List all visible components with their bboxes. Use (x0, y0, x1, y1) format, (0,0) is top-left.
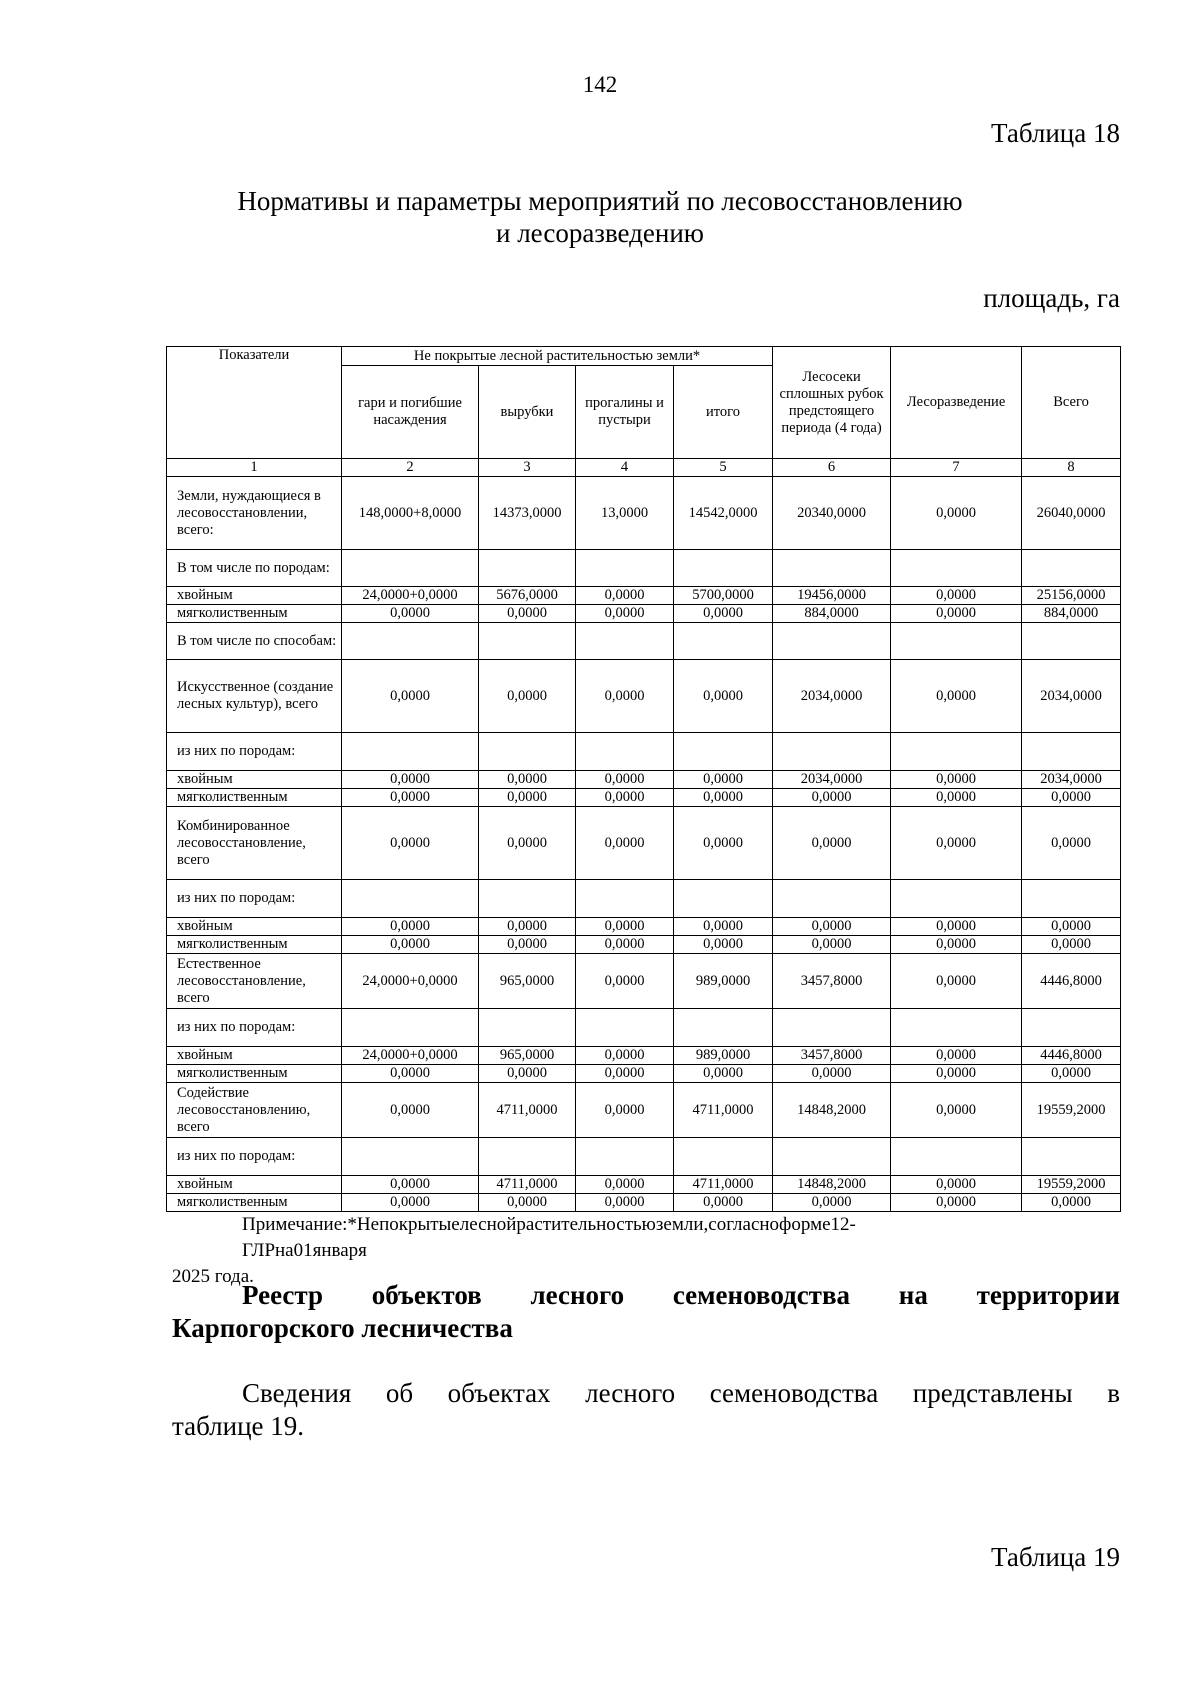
column-number: 6 (773, 459, 891, 477)
table-cell: 19456,0000 (773, 587, 891, 605)
table-cell: 0,0000 (576, 605, 674, 623)
table-cell: 4711,0000 (479, 1083, 576, 1138)
word: об (385, 1378, 414, 1408)
table-cell: 4446,8000 (1022, 954, 1121, 1009)
table-cell (1022, 1009, 1121, 1047)
table-cell: 19559,2000 (1022, 1176, 1121, 1194)
paragraph-line: таблице 19. (172, 1411, 305, 1441)
table-cell (674, 550, 773, 587)
table-cell: 0,0000 (891, 936, 1022, 954)
table-cell: 0,0000 (891, 954, 1022, 1009)
table-row (167, 771, 1121, 789)
row-label: Содействие лесовосстановлению, всего (167, 1083, 342, 1138)
table-cell: 0,0000 (479, 789, 576, 807)
word: семеноводства (672, 1280, 851, 1310)
table-cell (576, 1009, 674, 1047)
table-cell: 14848,2000 (773, 1083, 891, 1138)
table-cell (576, 880, 674, 918)
table-cell (342, 733, 479, 771)
table-cell: 0,0000 (674, 1194, 773, 1212)
column-number: 3 (479, 459, 576, 477)
table-cell (479, 880, 576, 918)
header-felling-areas: вырубки (479, 366, 576, 459)
table-cell: 24,0000+0,0000 (342, 587, 479, 605)
header-burnt-areas: гари и погибшие насаждения (342, 366, 479, 459)
table-cell (342, 623, 479, 660)
table-cell: 884,0000 (773, 605, 891, 623)
table-cell: 0,0000 (674, 918, 773, 936)
table-cell: 0,0000 (576, 936, 674, 954)
table-cell: 0,0000 (674, 936, 773, 954)
table-cell: 19559,2000 (1022, 1083, 1121, 1138)
table-cell: 0,0000 (1022, 1065, 1121, 1083)
table-cell: 4446,8000 (1022, 1047, 1121, 1065)
table-cell (891, 1138, 1022, 1176)
table-cell: 4711,0000 (479, 1176, 576, 1194)
table-cell: 0,0000 (342, 936, 479, 954)
table-cell (891, 733, 1022, 771)
word: лесного (585, 1378, 676, 1408)
table-cell: 0,0000 (576, 954, 674, 1009)
table-cell: 20340,0000 (773, 477, 891, 550)
column-number: 5 (674, 459, 773, 477)
table-cell: 0,0000 (674, 605, 773, 623)
row-label: из них по породам: (167, 880, 342, 918)
row-label: мягколиственным (167, 936, 342, 954)
table-cell: 0,0000 (576, 771, 674, 789)
table-cell: 0,0000 (342, 918, 479, 936)
table-cell (773, 1009, 891, 1047)
table-cell (1022, 1138, 1121, 1176)
row-label: хвойным (167, 771, 342, 789)
word: территории (976, 1280, 1120, 1310)
table-cell: 25156,0000 (1022, 587, 1121, 605)
table-cell: 26040,0000 (1022, 477, 1121, 550)
table-cell: 0,0000 (576, 1194, 674, 1212)
table-cell: 0,0000 (773, 936, 891, 954)
table-cell: 0,0000 (891, 789, 1022, 807)
table-cell: 0,0000 (479, 1065, 576, 1083)
table-row (167, 660, 1121, 733)
table-cell (576, 1138, 674, 1176)
table-label: Таблица 18 (991, 118, 1120, 148)
table-row (167, 605, 1121, 623)
table-cell: 0,0000 (342, 1065, 479, 1083)
table-cell (342, 1009, 479, 1047)
table-cell: 0,0000 (891, 1176, 1022, 1194)
table-row (167, 1194, 1121, 1212)
table-body (167, 477, 1121, 1212)
table-cell (576, 733, 674, 771)
table-cell: 0,0000 (576, 660, 674, 733)
row-label: мягколиственным (167, 605, 342, 623)
table-cell: 0,0000 (479, 771, 576, 789)
table-cell: 0,0000 (479, 605, 576, 623)
table-cell (342, 550, 479, 587)
table-cell (773, 1138, 891, 1176)
word: семеноводства (709, 1378, 879, 1408)
header-glades-wastelands: прогалины и пустыри (576, 366, 674, 459)
table-cell: 3457,8000 (773, 954, 891, 1009)
table-cell: 884,0000 (1022, 605, 1121, 623)
table-cell: 0,0000 (674, 789, 773, 807)
row-label: Искусственное (создание лесных культур), всего (167, 660, 342, 733)
table-cell (674, 1138, 773, 1176)
table-cell: 0,0000 (891, 587, 1022, 605)
column-number: 7 (891, 459, 1022, 477)
table-cell (576, 623, 674, 660)
table-cell (479, 1009, 576, 1047)
table-cell: 0,0000 (674, 807, 773, 880)
table-cell: 0,0000 (773, 807, 891, 880)
table-cell: 0,0000 (891, 660, 1022, 733)
table-cell (891, 880, 1022, 918)
table-cell: 13,0000 (576, 477, 674, 550)
table-cell (674, 623, 773, 660)
table-cell: 0,0000 (479, 918, 576, 936)
table-cell: 0,0000 (674, 1065, 773, 1083)
row-label: хвойным (167, 918, 342, 936)
table-cell: 0,0000 (1022, 807, 1121, 880)
table-cell (891, 1009, 1022, 1047)
table-cell: 0,0000 (342, 1176, 479, 1194)
table-cell: 0,0000 (891, 477, 1022, 550)
row-label: Земли, нуждающиеся в лесовосстановлении, всего: (167, 477, 342, 550)
table-cell: 148,0000+8,0000 (342, 477, 479, 550)
table-row (167, 733, 1121, 771)
word: в (1107, 1378, 1120, 1408)
table-cell: 14373,0000 (479, 477, 576, 550)
page-number: 142 (582, 72, 618, 97)
header-indicators: Показатели (167, 347, 342, 459)
table-row (167, 936, 1121, 954)
row-label: мягколиственным (167, 789, 342, 807)
table-cell: 0,0000 (891, 1083, 1022, 1138)
word: представлены (912, 1378, 1073, 1408)
table-cell: 0,0000 (1022, 936, 1121, 954)
row-label: из них по породам: (167, 733, 342, 771)
table-cell: 0,0000 (342, 771, 479, 789)
table-row (167, 789, 1121, 807)
table-cell (479, 623, 576, 660)
table-cell: 24,0000+0,0000 (342, 1047, 479, 1065)
table-cell: 0,0000 (576, 1176, 674, 1194)
word: *Не (347, 1214, 380, 1235)
table-cell: 989,0000 (674, 1047, 773, 1065)
table-cell: 0,0000 (1022, 789, 1121, 807)
table-cell: 0,0000 (342, 660, 479, 733)
word: Реестр (242, 1280, 324, 1310)
table-row (167, 1047, 1121, 1065)
row-label: хвойным (167, 1176, 342, 1194)
table-cell: 24,0000+0,0000 (342, 954, 479, 1009)
table-cell: 4711,0000 (674, 1083, 773, 1138)
row-label: В том числе по породам: (167, 550, 342, 587)
heading-line (172, 1279, 1120, 1312)
table-cell: 0,0000 (674, 660, 773, 733)
row-label: Естественное лесовосстановление, всего (167, 954, 342, 1009)
measures-table (166, 346, 1121, 1212)
table-cell (576, 550, 674, 587)
table-cell (1022, 880, 1121, 918)
table-cell: 0,0000 (891, 1194, 1022, 1212)
table-title-line: Нормативы и параметры мероприятий по лесовосстановлению (237, 186, 963, 216)
header-total: Всего (1022, 347, 1121, 459)
table-cell (773, 623, 891, 660)
word: земли, (655, 1214, 709, 1235)
table-cell: 0,0000 (773, 789, 891, 807)
table-row (167, 1138, 1121, 1176)
word: объектах (447, 1378, 551, 1408)
table-cell: 0,0000 (1022, 1194, 1121, 1212)
row-label: Комбинированное лесовосстановление, всего (167, 807, 342, 880)
table-cell (674, 880, 773, 918)
table-cell: 0,0000 (773, 918, 891, 936)
table-cell (674, 733, 773, 771)
table-row (167, 1065, 1121, 1083)
row-label: хвойным (167, 1047, 342, 1065)
table-cell: 5676,0000 (479, 587, 576, 605)
word: 01 (293, 1240, 313, 1261)
table-cell (479, 1138, 576, 1176)
table-row (167, 954, 1121, 1009)
table-cell: 0,0000 (342, 1083, 479, 1138)
table-cell: 3457,8000 (773, 1047, 891, 1065)
paragraph-line (172, 1377, 1120, 1410)
table-cell (891, 623, 1022, 660)
table-cell: 5700,0000 (674, 587, 773, 605)
heading-line: Карпогорского лесничества (172, 1313, 513, 1343)
word: лесной (459, 1214, 517, 1235)
table-row (167, 623, 1121, 660)
table-cell (342, 1138, 479, 1176)
table-cell: 2034,0000 (773, 660, 891, 733)
table-row (167, 1176, 1121, 1194)
table-cell: 965,0000 (479, 954, 576, 1009)
body-paragraph (172, 1377, 1120, 1443)
table-cell: 14848,2000 (773, 1176, 891, 1194)
table-cell (773, 880, 891, 918)
table-cell (1022, 550, 1121, 587)
table-cell: 0,0000 (479, 660, 576, 733)
table-row (167, 1083, 1121, 1138)
footnote-line: 2025 года. (172, 1266, 254, 1287)
word: согласно (708, 1214, 780, 1235)
table-cell: 2034,0000 (1022, 771, 1121, 789)
table-title (0, 185, 1200, 249)
table-cell: 0,0000 (1022, 918, 1121, 936)
table-cell (342, 880, 479, 918)
table-cell (674, 1009, 773, 1047)
column-number: 4 (576, 459, 674, 477)
table-cell: 0,0000 (576, 1083, 674, 1138)
table-title-line: и лесоразведению (496, 218, 704, 248)
row-label: хвойным (167, 587, 342, 605)
table-cell: 4711,0000 (674, 1176, 773, 1194)
table-cell: 0,0000 (891, 807, 1022, 880)
table-cell: 0,0000 (479, 807, 576, 880)
table-cell: 0,0000 (342, 1194, 479, 1212)
table-cell: 2034,0000 (773, 771, 891, 789)
section-heading (172, 1279, 1120, 1345)
table-cell (1022, 733, 1121, 771)
table-cell: 0,0000 (576, 807, 674, 880)
table-row (167, 550, 1121, 587)
table-cell: 0,0000 (576, 1065, 674, 1083)
row-label: мягколиственным (167, 1194, 342, 1212)
header-afforestation: Лесоразведение (891, 347, 1022, 459)
table-cell: 0,0000 (342, 807, 479, 880)
word: на (898, 1280, 928, 1310)
word: покрытые (379, 1214, 460, 1235)
column-number: 2 (342, 459, 479, 477)
row-label: В том числе по способам: (167, 623, 342, 660)
table-row (167, 587, 1121, 605)
word: января (312, 1240, 367, 1261)
column-number: 8 (1022, 459, 1121, 477)
table-cell: 989,0000 (674, 954, 773, 1009)
header-clearcut-sites: Лесосеки сплошных рубок предстоящего периода (4 года) (773, 347, 891, 459)
table-row (167, 880, 1121, 918)
table-cell: 0,0000 (891, 1047, 1022, 1065)
header-subtotal: итого (674, 366, 773, 459)
header-unforested-lands: Не покрытые лесной растительностью земли* (342, 347, 773, 366)
table-row (167, 477, 1121, 550)
table-row (167, 807, 1121, 880)
table-cell: 0,0000 (891, 1065, 1022, 1083)
row-label: из них по породам: (167, 1009, 342, 1047)
table-row (167, 918, 1121, 936)
units-label: площадь, га (983, 283, 1120, 313)
table-cell: 0,0000 (891, 918, 1022, 936)
table-cell: 0,0000 (773, 1194, 891, 1212)
table-cell: 0,0000 (576, 587, 674, 605)
table-cell: 965,0000 (479, 1047, 576, 1065)
table-cell: 0,0000 (576, 1047, 674, 1065)
word: на (275, 1240, 294, 1261)
table-cell (773, 733, 891, 771)
table-cell: 0,0000 (891, 605, 1022, 623)
table-cell: 0,0000 (674, 771, 773, 789)
column-number-row (167, 459, 1121, 477)
word: форме (779, 1214, 831, 1235)
table-cell: 0,0000 (479, 936, 576, 954)
word: объектов (371, 1280, 482, 1310)
table-cell: 0,0000 (342, 605, 479, 623)
table-cell: 0,0000 (891, 771, 1022, 789)
row-label: из них по породам: (167, 1138, 342, 1176)
column-number: 1 (167, 459, 342, 477)
table-label: Таблица 19 (991, 1542, 1120, 1572)
table-cell: 0,0000 (576, 789, 674, 807)
word: 12-ГЛР (242, 1214, 856, 1261)
word: растительностью (516, 1214, 656, 1235)
word: Примечание: (242, 1214, 348, 1235)
table-cell: 14542,0000 (674, 477, 773, 550)
table-cell: 0,0000 (479, 1194, 576, 1212)
table-cell: 0,0000 (342, 789, 479, 807)
footnote-line (172, 1212, 856, 1264)
table-cell (773, 550, 891, 587)
table-cell: 2034,0000 (1022, 660, 1121, 733)
table-cell: 0,0000 (576, 918, 674, 936)
table-cell (1022, 623, 1121, 660)
table-row (167, 1009, 1121, 1047)
row-label: мягколиственным (167, 1065, 342, 1083)
table-cell (479, 733, 576, 771)
table-cell: 0,0000 (773, 1065, 891, 1083)
word: лесного (530, 1280, 625, 1310)
table-cell (479, 550, 576, 587)
word: Сведения (242, 1378, 352, 1408)
table-cell (891, 550, 1022, 587)
